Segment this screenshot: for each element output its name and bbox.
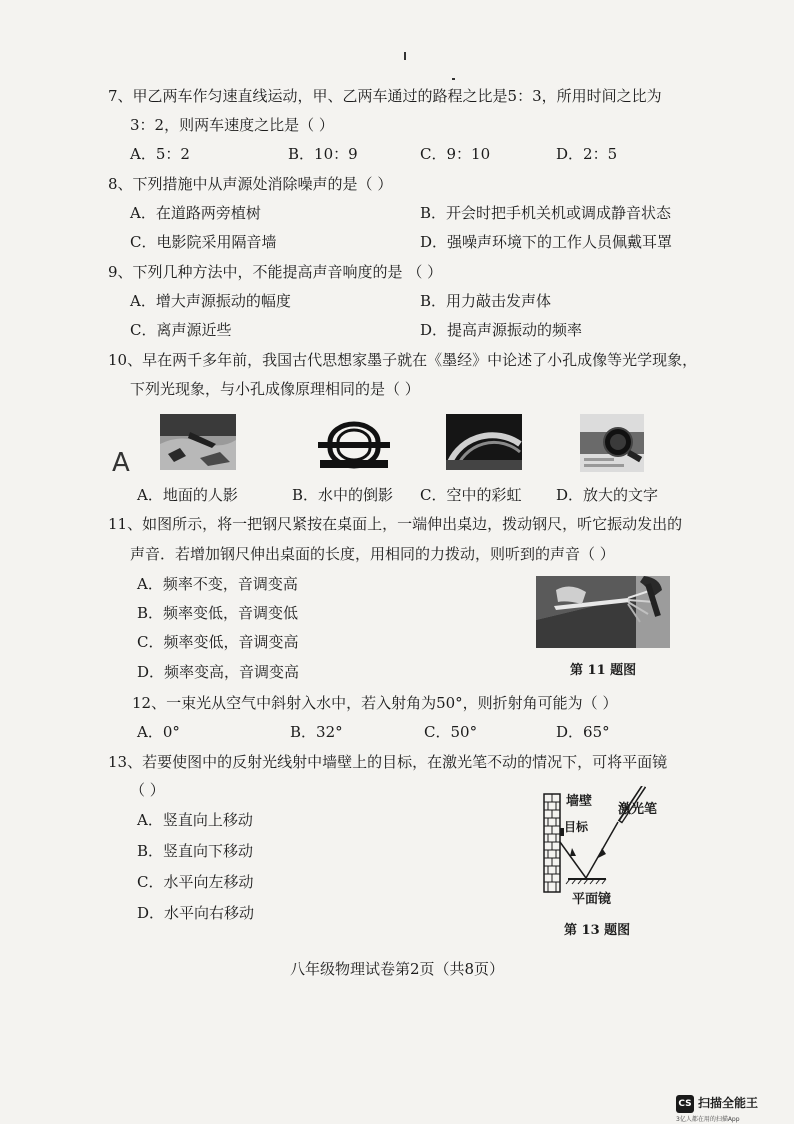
page-footer: 八年级物理试卷第2页（共8页） <box>289 960 505 978</box>
q7-option-c: C．9：10 <box>420 145 491 163</box>
q11-option-c: C．频率变低，音调变高 <box>137 633 299 651</box>
q11-stem-line2: 声音．若增加钢尺伸出桌面的长度，用相同的力拨动，则听到的声音（ ） <box>130 545 615 563</box>
camscanner-logo-icon: CS <box>676 1095 694 1113</box>
q11-option-d: D．频率变高，音调变高 <box>137 663 300 681</box>
q12-option-b: B．32° <box>290 723 343 741</box>
q10-option-c: C．空中的彩虹 <box>420 486 522 504</box>
q10-option-b: B．水中的倒影 <box>292 486 394 504</box>
q13-option-d: D．水平向右移动 <box>137 904 255 922</box>
q7-option-a: A．5：2 <box>130 145 190 163</box>
q12-stem: 12、一束光从空气中斜射入水中，若入射角为50°，则折射角可能为（ ） <box>132 694 618 712</box>
q11-option-b: B．频率变低，音调变低 <box>137 604 299 622</box>
q10-stem-line2: 下列光现象，与小孔成像原理相同的是（ ） <box>130 380 420 398</box>
q13-label-wall: 墙壁 <box>566 794 593 809</box>
q8-option-b: B．开会时把手机关机或调成静音状态 <box>420 204 672 222</box>
q8-option-c: C．电影院采用隔音墙 <box>130 233 277 251</box>
q10-stem-line1: 10、早在两千多年前，我国古代思想家墨子就在《墨经》中论述了小孔成像等光学现象， <box>108 351 698 369</box>
q7-option-d: D．2：5 <box>556 145 618 163</box>
watermark-tagline: 3亿人都在用的扫描App <box>676 1116 740 1123</box>
q12-option-a: A．0° <box>137 723 180 741</box>
q10-option-a: A．地面的人影 <box>137 486 238 504</box>
scanner-watermark <box>676 1094 786 1122</box>
q10-image-magnifier <box>580 414 644 472</box>
q8-stem: 8、下列措施中从声源处消除噪声的是（ ） <box>108 175 393 193</box>
scan-speck <box>404 52 406 60</box>
q10-image-reflection <box>316 420 392 470</box>
q13-stem-line1: 13、若要使图中的反射光线射中墙壁上的目标，在激光笔不动的情况下，可将平面镜 <box>108 753 668 771</box>
q10-image-rainbow <box>446 414 522 470</box>
q13-option-a: A．竖直向上移动 <box>137 811 253 829</box>
q7-stem-line1: 7、甲乙两车作匀速直线运动，甲、乙两车通过的路程之比是5：3，所用时间之比为 <box>108 87 662 105</box>
scan-speck <box>452 78 455 80</box>
q11-stem-line1: 11、如图所示，将一把钢尺紧按在桌面上，一端伸出桌边，拨动钢尺，听它振动发出的 <box>108 515 683 533</box>
q13-figure-caption: 第 13 题图 <box>564 923 631 938</box>
q13-stem-line2: （ ） <box>130 781 165 799</box>
q12-option-c: C．50° <box>424 723 478 741</box>
q11-figure-caption: 第 11 题图 <box>570 663 637 678</box>
q10-option-d: D．放大的文字 <box>556 486 659 504</box>
q9-stem: 9、下列几种方法中，不能提高声音响度的是 （ ） <box>108 263 443 281</box>
q10-handwritten-answer: A <box>112 448 130 478</box>
q7-stem-line2: 3：2，则两车速度之比是（ ） <box>130 116 334 134</box>
q10-image-shadow <box>160 414 236 470</box>
q7-option-b: B．10：9 <box>288 145 358 163</box>
q13-label-laser: 激光笔 <box>618 802 658 817</box>
q9-option-c: C．离声源近些 <box>130 321 232 339</box>
q11-figure-ruler <box>536 576 670 648</box>
q8-option-d: D．强噪声环境下的工作人员佩戴耳罩 <box>420 233 673 251</box>
q8-option-a: A．在道路两旁植树 <box>130 204 261 222</box>
watermark-app-name: 扫描全能王 <box>698 1096 759 1110</box>
q13-option-c: C．水平向左移动 <box>137 873 254 891</box>
q13-option-b: B．竖直向下移动 <box>137 842 254 860</box>
q9-option-a: A．增大声源振动的幅度 <box>130 292 291 310</box>
q13-label-target: 目标 <box>564 820 589 834</box>
brick-wall <box>544 794 560 892</box>
q12-option-d: D．65° <box>556 723 610 741</box>
q11-option-a: A．频率不变，音调变高 <box>137 575 298 593</box>
q13-label-mirror: 平面镜 <box>572 892 612 907</box>
plane-mirror <box>566 879 606 884</box>
q9-option-d: D．提高声源振动的频率 <box>420 321 583 339</box>
q9-option-b: B．用力敲击发声体 <box>420 292 552 310</box>
